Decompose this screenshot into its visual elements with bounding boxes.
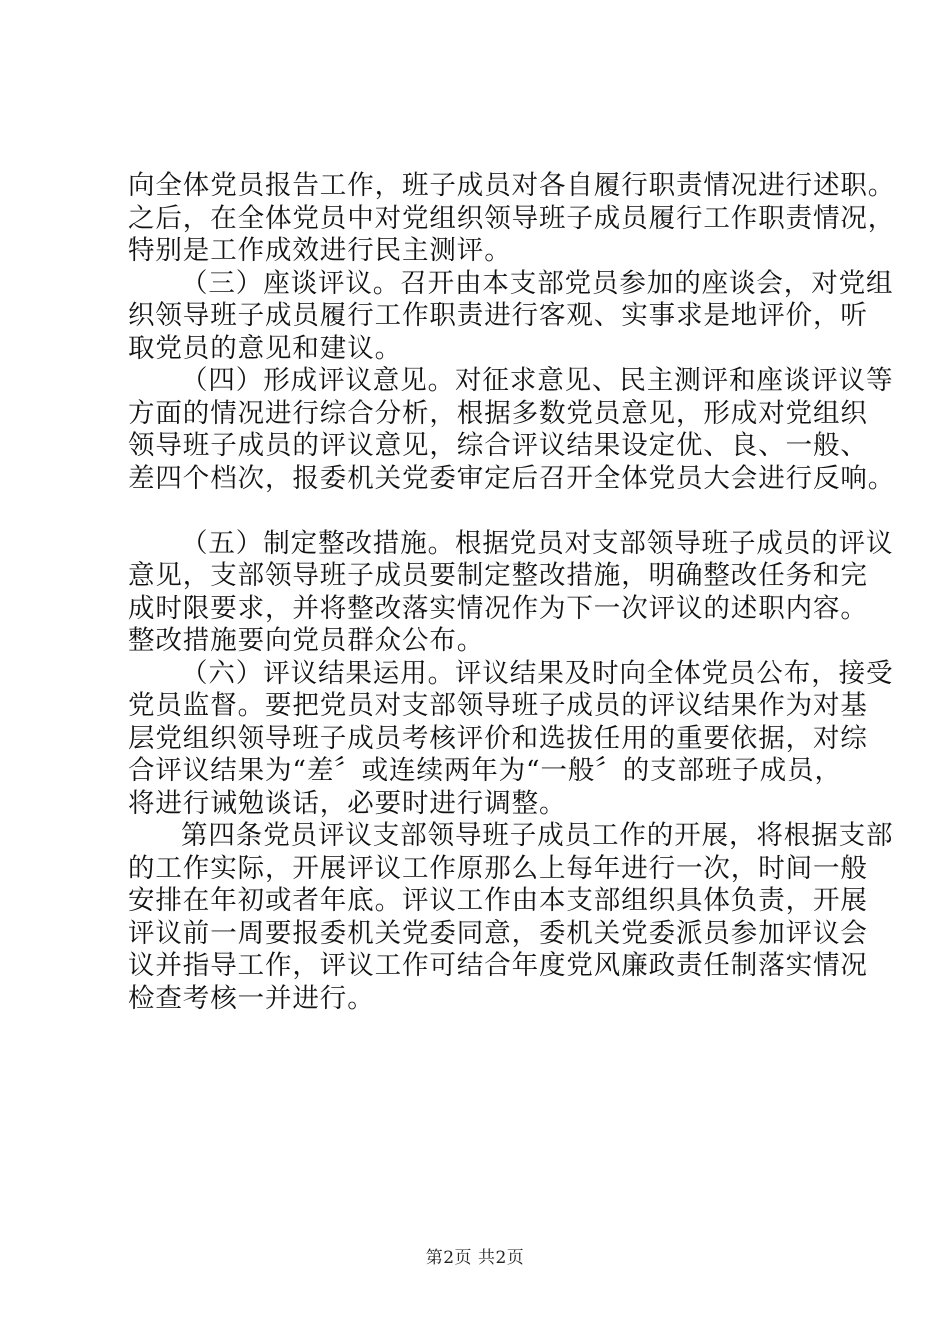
text-line: 将进行诫勉谈话，必要时进行调整。 xyxy=(128,787,567,819)
text-line: 整改措施要向党员群众公布。 xyxy=(128,625,485,656)
text-line: 取党员的意见和建议。 xyxy=(128,332,402,364)
text-line: 之后，在全体党员中对党组织领导班子成员履行工作职责情况， xyxy=(128,202,896,234)
text-line: 织领导班子成员履行工作职责进行客观、实事求是地评价，听 xyxy=(128,300,868,331)
page-number-footer: 第2页 共2页 xyxy=(425,1248,525,1268)
text-line: 差四个档次，报委机关党委审定后召开全体党员大会进行反响。 xyxy=(128,462,896,494)
text-line: 成时限要求，并将整改落实情况作为下一次评议的述职内容。 xyxy=(128,592,868,624)
paragraph-3-line: （三）座谈评议。召开由本支部党员参加的座谈会，对党组 xyxy=(181,267,894,299)
text-line: 特别是工作成效进行民主测评。 xyxy=(128,235,512,266)
text-line: 合评议结果为“差〞或连续两年为“一般〞的支部班子成员， xyxy=(128,755,842,786)
text-line: 意见，支部领导班子成员要制定整改措施，明确整改任务和完 xyxy=(128,560,868,591)
text-line: 议并指导工作，评议工作可结合年度党风廉政责任制落实情况 xyxy=(128,950,868,981)
text-line: 的工作实际，开展评议工作原那么上每年进行一次，时间一般 xyxy=(128,852,868,884)
paragraph-4-line: （四）形成评议意见。对征求意见、民主测评和座谈评议等 xyxy=(181,365,894,396)
text-line: 检查考核一并进行。 xyxy=(128,982,375,1014)
paragraph-gap xyxy=(128,495,848,528)
text-line: 评议前一周要报委机关党委同意，委机关党委派员参加评议会 xyxy=(128,917,868,949)
paragraph-5-line: （五）制定整改措施。根据党员对支部领导班子成员的评议 xyxy=(181,527,894,559)
article-4-line: 第四条党员评议支部领导班子成员工作的开展，将根据支部 xyxy=(181,820,894,851)
text-line: 安排在年初或者年底。评议工作由本支部组织具体负责，开展 xyxy=(128,885,868,916)
text-line: 领导班子成员的评议意见，综合评议结果设定优、良、一般、 xyxy=(128,430,868,461)
paragraph-6-line: （六）评议结果运用。评议结果及时向全体党员公布，接受 xyxy=(181,657,894,689)
text-line: 方面的情况进行综合分析，根据多数党员意见，形成对党组织 xyxy=(128,397,868,429)
text-line: 党员监督。要把党员对支部领导班子成员的评议结果作为对基 xyxy=(128,690,868,721)
document-body xyxy=(128,170,896,1015)
text-line: 向全体党员报告工作，班子成员对各自履行职责情况进行述职。 xyxy=(128,170,896,201)
text-line: 层党组织领导班子成员考核评价和选拔任用的重要依据，对综 xyxy=(128,722,868,754)
